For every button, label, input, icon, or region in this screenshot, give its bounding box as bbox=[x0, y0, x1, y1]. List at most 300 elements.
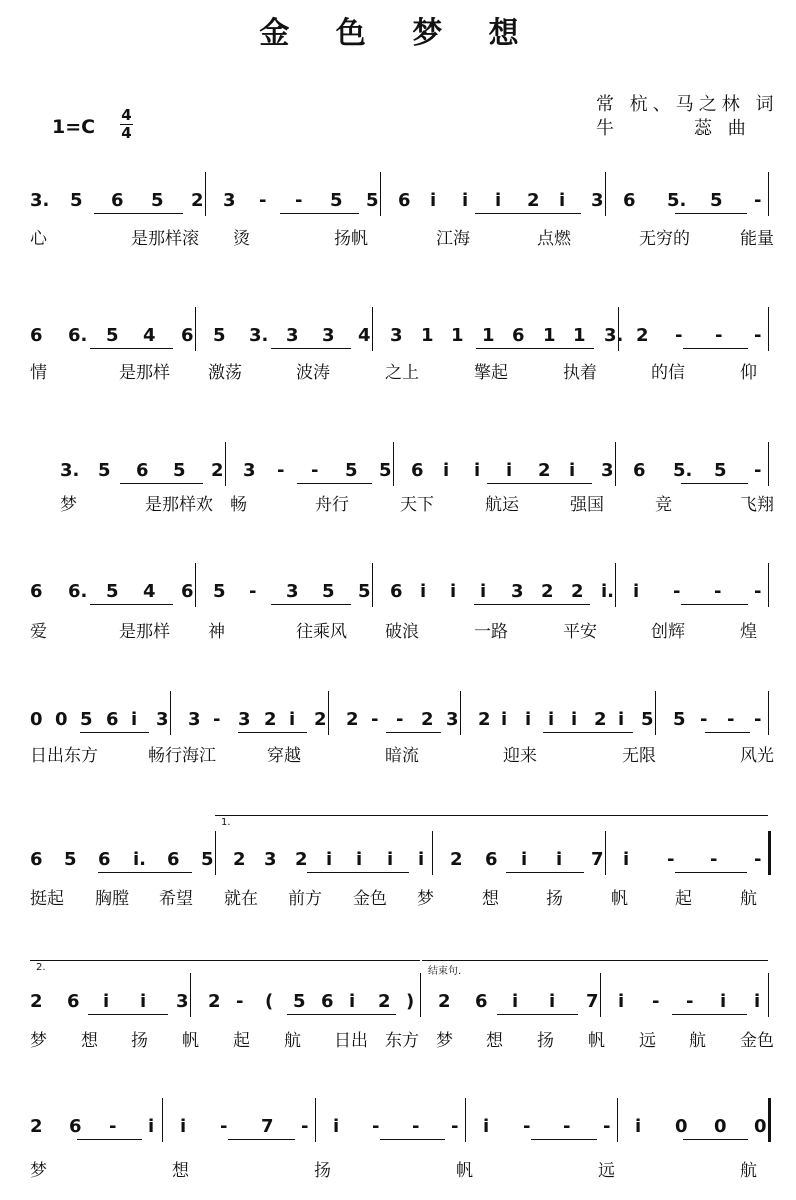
note: - bbox=[686, 991, 694, 1012]
note: ) bbox=[406, 991, 415, 1012]
beam-underline bbox=[90, 604, 173, 605]
music-line-2 bbox=[0, 321, 796, 351]
lyric-word: 之上 bbox=[385, 363, 419, 383]
note: i bbox=[430, 190, 437, 211]
barline bbox=[768, 831, 771, 875]
note: - bbox=[249, 581, 257, 602]
lyric-word: 竞 bbox=[655, 495, 672, 515]
lyric-word: 梦 bbox=[436, 1031, 453, 1051]
note: 6 bbox=[411, 460, 424, 481]
note: 7 bbox=[261, 1116, 274, 1137]
volta-first bbox=[215, 815, 768, 828]
composer-credit: 牛 蕊 曲 bbox=[596, 118, 751, 139]
ending-bracket bbox=[422, 960, 768, 977]
note: 1 bbox=[421, 325, 434, 346]
note: 6 bbox=[390, 581, 403, 602]
note: 6 bbox=[321, 991, 334, 1012]
note: i bbox=[474, 460, 481, 481]
lyric-word: 扬 bbox=[131, 1031, 148, 1051]
note: i bbox=[326, 849, 333, 870]
note: 2 bbox=[30, 1116, 43, 1137]
note: - bbox=[109, 1116, 117, 1137]
note: i bbox=[462, 190, 469, 211]
note: i. bbox=[601, 581, 615, 602]
note: i bbox=[420, 581, 427, 602]
note: i bbox=[180, 1116, 187, 1137]
barline bbox=[618, 307, 619, 351]
lyric-word: 暗流 bbox=[385, 746, 419, 766]
lyric-word: 穿越 bbox=[267, 746, 301, 766]
beam-underline bbox=[487, 483, 592, 484]
note: 5 bbox=[213, 325, 226, 346]
lyric-word: 畅 bbox=[230, 495, 247, 515]
note: i bbox=[333, 1116, 340, 1137]
note: 0 bbox=[714, 1116, 727, 1137]
note: i bbox=[501, 709, 508, 730]
barline bbox=[768, 442, 769, 486]
note: 5 bbox=[673, 709, 686, 730]
beam-underline bbox=[683, 348, 748, 349]
lyric-line-8 bbox=[0, 1156, 796, 1182]
note: 6 bbox=[181, 581, 194, 602]
note: i bbox=[506, 460, 513, 481]
note: - bbox=[277, 460, 285, 481]
note: 4 bbox=[143, 581, 156, 602]
note: - bbox=[754, 581, 762, 602]
note: i bbox=[720, 991, 727, 1012]
note: 2 bbox=[211, 460, 224, 481]
time-top: 4 bbox=[121, 106, 132, 124]
note: - bbox=[311, 460, 319, 481]
lyric-word: 想 bbox=[81, 1031, 98, 1051]
note: i bbox=[356, 849, 363, 870]
barline bbox=[215, 831, 216, 875]
note: 3 bbox=[188, 709, 201, 730]
note: - bbox=[295, 190, 303, 211]
note: i bbox=[103, 991, 110, 1012]
barline bbox=[195, 563, 196, 607]
barline bbox=[372, 563, 373, 607]
barline bbox=[315, 1098, 316, 1142]
note: 3 bbox=[176, 991, 189, 1012]
note: i bbox=[148, 1116, 155, 1137]
lyric-word: 畅行海江 bbox=[148, 746, 216, 766]
note: i bbox=[549, 991, 556, 1012]
music-line-3 bbox=[0, 456, 796, 486]
music-line-5 bbox=[0, 705, 796, 735]
note: - bbox=[301, 1116, 309, 1137]
lyric-word: 扬 bbox=[546, 889, 563, 909]
lyric-word: 梦 bbox=[30, 1031, 47, 1051]
note: i bbox=[450, 581, 457, 602]
note: 1 bbox=[543, 325, 556, 346]
note: 3 bbox=[601, 460, 614, 481]
beam-underline bbox=[80, 732, 149, 733]
lyric-word: 无穷的 bbox=[639, 229, 690, 249]
note: i bbox=[556, 849, 563, 870]
barline bbox=[768, 172, 769, 216]
note: - bbox=[371, 709, 379, 730]
note: 6 bbox=[69, 1116, 82, 1137]
barline bbox=[190, 973, 191, 1017]
note: 6 bbox=[398, 190, 411, 211]
lyric-word: 希望 bbox=[159, 889, 193, 909]
note: 6 bbox=[167, 849, 180, 870]
lyric-word: 帆 bbox=[182, 1031, 199, 1051]
note: 0 bbox=[55, 709, 68, 730]
lyric-word: 擎起 bbox=[474, 363, 508, 383]
note: i bbox=[140, 991, 147, 1012]
lyric-word: 烫 bbox=[233, 229, 250, 249]
note: - bbox=[675, 325, 683, 346]
note: 5 bbox=[213, 581, 226, 602]
note: - bbox=[603, 1116, 611, 1137]
note: 5 bbox=[710, 190, 723, 211]
note: 2 bbox=[264, 709, 277, 730]
note: i bbox=[633, 581, 640, 602]
note: 6 bbox=[67, 991, 80, 1012]
lyric-word: 风光 bbox=[740, 746, 774, 766]
lyric-word: 江海 bbox=[436, 229, 470, 249]
lyric-word: 帆 bbox=[611, 889, 628, 909]
beam-underline bbox=[98, 872, 192, 873]
beam-underline bbox=[90, 348, 173, 349]
note: 2 bbox=[527, 190, 540, 211]
beam-underline bbox=[228, 1139, 295, 1140]
lyric-line-7 bbox=[0, 1026, 796, 1052]
note: - bbox=[754, 849, 762, 870]
note: i bbox=[559, 190, 566, 211]
note: 2 bbox=[478, 709, 491, 730]
note: i bbox=[618, 709, 625, 730]
note: 5 bbox=[201, 849, 214, 870]
lyric-word: 神 bbox=[208, 622, 225, 642]
lyric-word: 挺起 bbox=[30, 889, 64, 909]
note: i bbox=[387, 849, 394, 870]
beam-underline bbox=[681, 483, 748, 484]
barline bbox=[605, 172, 606, 216]
lyric-word: 日出东方 bbox=[30, 746, 98, 766]
lyric-word: 仰 bbox=[740, 363, 757, 383]
note: i bbox=[618, 991, 625, 1012]
note: 4 bbox=[143, 325, 156, 346]
note: 2 bbox=[208, 991, 221, 1012]
barline bbox=[600, 973, 601, 1017]
beam-underline bbox=[497, 1014, 578, 1015]
barline bbox=[432, 831, 433, 875]
note: i bbox=[289, 709, 296, 730]
note: 2 bbox=[346, 709, 359, 730]
beam-underline bbox=[683, 1139, 748, 1140]
note: 5 bbox=[641, 709, 654, 730]
note: 5 bbox=[173, 460, 186, 481]
barline bbox=[205, 172, 206, 216]
note: i bbox=[480, 581, 487, 602]
note: 2 bbox=[636, 325, 649, 346]
lyric-word: 想 bbox=[486, 1031, 503, 1051]
beam-underline bbox=[475, 213, 581, 214]
note: 3. bbox=[604, 325, 624, 346]
barline bbox=[768, 307, 769, 351]
note: i. bbox=[133, 849, 147, 870]
note: 2 bbox=[191, 190, 204, 211]
note: 5 bbox=[70, 190, 83, 211]
note: 3. bbox=[30, 190, 50, 211]
note: 2 bbox=[233, 849, 246, 870]
note: - bbox=[563, 1116, 571, 1137]
note: 3 bbox=[591, 190, 604, 211]
lyricist-credit: 常 杭、马之林 词 bbox=[596, 94, 779, 115]
beam-underline bbox=[675, 213, 747, 214]
barline bbox=[380, 172, 381, 216]
lyric-word: 是那样 bbox=[119, 363, 170, 383]
music-line-8 bbox=[0, 1112, 796, 1142]
lyric-word: 一路 bbox=[474, 622, 508, 642]
beam-underline bbox=[77, 1139, 142, 1140]
barline bbox=[162, 1098, 163, 1142]
music-line-7 bbox=[0, 987, 796, 1017]
beam-underline bbox=[681, 604, 748, 605]
lyric-line-1 bbox=[0, 224, 796, 250]
beam-underline bbox=[271, 604, 351, 605]
lyric-word: 创辉 bbox=[651, 622, 685, 642]
lyric-word: 扬帆 bbox=[334, 229, 368, 249]
note: 7 bbox=[591, 849, 604, 870]
lyric-word: 激荡 bbox=[208, 363, 242, 383]
note: - bbox=[754, 190, 762, 211]
note: 6 bbox=[30, 849, 43, 870]
lyric-word: 情 bbox=[30, 363, 47, 383]
volta-second-label: 2. bbox=[36, 962, 46, 973]
barline bbox=[393, 442, 394, 486]
note: 5 bbox=[322, 581, 335, 602]
note: 5. bbox=[673, 460, 693, 481]
beam-underline bbox=[386, 732, 441, 733]
time-bottom: 4 bbox=[121, 124, 132, 142]
note: i bbox=[495, 190, 502, 211]
beam-underline bbox=[380, 1139, 445, 1140]
volta-first-label: 1. bbox=[221, 817, 231, 828]
barline bbox=[372, 307, 373, 351]
note: - bbox=[727, 709, 735, 730]
note: 5 bbox=[358, 581, 371, 602]
note: 2 bbox=[438, 991, 451, 1012]
lyric-word: 执着 bbox=[563, 363, 597, 383]
note: - bbox=[259, 190, 267, 211]
beam-underline bbox=[543, 732, 633, 733]
note: 1 bbox=[451, 325, 464, 346]
note: - bbox=[220, 1116, 228, 1137]
note: 6 bbox=[181, 325, 194, 346]
lyric-word: 起 bbox=[233, 1031, 250, 1051]
beam-underline bbox=[297, 483, 372, 484]
note: 5 bbox=[106, 325, 119, 346]
note: 6 bbox=[512, 325, 525, 346]
lyric-word: 航 bbox=[740, 889, 757, 909]
note: i bbox=[569, 460, 576, 481]
note: 7 bbox=[586, 991, 599, 1012]
note: i bbox=[623, 849, 630, 870]
note: - bbox=[667, 849, 675, 870]
note: - bbox=[213, 709, 221, 730]
note: 5 bbox=[366, 190, 379, 211]
lyric-word: 迎来 bbox=[503, 746, 537, 766]
lyric-word: 扬 bbox=[314, 1161, 331, 1181]
music-line-1 bbox=[0, 186, 796, 216]
note: ( bbox=[265, 991, 274, 1012]
note: - bbox=[412, 1116, 420, 1137]
beam-underline bbox=[675, 872, 747, 873]
lyric-word: 梦 bbox=[60, 495, 77, 515]
note: 3 bbox=[264, 849, 277, 870]
note: 0 bbox=[675, 1116, 688, 1137]
note: 5 bbox=[151, 190, 164, 211]
lyric-word: 波涛 bbox=[296, 363, 330, 383]
lyric-word: 心 bbox=[30, 229, 47, 249]
lyric-word: 煌 bbox=[740, 622, 757, 642]
note: 3 bbox=[223, 190, 236, 211]
barline bbox=[195, 307, 196, 351]
beam-underline bbox=[120, 483, 203, 484]
note: i bbox=[754, 991, 761, 1012]
note: 2 bbox=[541, 581, 554, 602]
note: 5 bbox=[64, 849, 77, 870]
barline bbox=[328, 691, 329, 735]
lyric-word: 想 bbox=[172, 1161, 189, 1181]
note: 5 bbox=[98, 460, 111, 481]
lyric-word: 往乘风 bbox=[296, 622, 347, 642]
note: 2 bbox=[378, 991, 391, 1012]
note: 3 bbox=[390, 325, 403, 346]
lyric-line-6 bbox=[0, 884, 796, 910]
note: 6 bbox=[633, 460, 646, 481]
note: - bbox=[700, 709, 708, 730]
barline bbox=[465, 1098, 466, 1142]
beam-underline bbox=[474, 604, 590, 605]
note: - bbox=[710, 849, 718, 870]
note: i bbox=[418, 849, 425, 870]
beam-underline bbox=[476, 348, 594, 349]
note: 5 bbox=[714, 460, 727, 481]
barline bbox=[460, 691, 461, 735]
beam-underline bbox=[271, 348, 351, 349]
lyric-word: 平安 bbox=[563, 622, 597, 642]
note: 5 bbox=[293, 991, 306, 1012]
note: 5 bbox=[330, 190, 343, 211]
note: - bbox=[451, 1116, 459, 1137]
barline bbox=[420, 973, 421, 1017]
lyric-word: 飞翔 bbox=[740, 495, 774, 515]
note: 2 bbox=[450, 849, 463, 870]
note: 5 bbox=[106, 581, 119, 602]
lyric-word: 想 bbox=[482, 889, 499, 909]
barline bbox=[655, 691, 656, 735]
lyric-word: 爱 bbox=[30, 622, 47, 642]
lyric-word: 起 bbox=[675, 889, 692, 909]
note: 2 bbox=[30, 991, 43, 1012]
lyric-word: 点燃 bbox=[537, 229, 571, 249]
lyric-word: 是那样欢 bbox=[145, 495, 213, 515]
beam-underline bbox=[280, 213, 359, 214]
barline bbox=[615, 442, 616, 486]
note: 5. bbox=[667, 190, 687, 211]
lyric-word: 航运 bbox=[485, 495, 519, 515]
lyric-word: 金色 bbox=[353, 889, 387, 909]
note: 6 bbox=[136, 460, 149, 481]
note: i bbox=[635, 1116, 642, 1137]
lyric-word: 航 bbox=[740, 1161, 757, 1181]
barline bbox=[768, 973, 769, 1017]
beam-underline bbox=[531, 1139, 597, 1140]
beam-underline bbox=[307, 872, 409, 873]
note: - bbox=[715, 325, 723, 346]
note: 6 bbox=[98, 849, 111, 870]
note: - bbox=[754, 325, 762, 346]
lyric-word: 金色 bbox=[740, 1031, 774, 1051]
beam-underline bbox=[238, 732, 307, 733]
note: 2 bbox=[538, 460, 551, 481]
note: - bbox=[236, 991, 244, 1012]
note: i bbox=[512, 991, 519, 1012]
barline bbox=[605, 831, 606, 875]
lyric-word: 能量 bbox=[740, 229, 774, 249]
lyric-word: 破浪 bbox=[385, 622, 419, 642]
note: 3 bbox=[322, 325, 335, 346]
note: 5 bbox=[80, 709, 93, 730]
lyric-word: 就在 bbox=[224, 889, 258, 909]
beam-underline bbox=[94, 213, 183, 214]
lyric-word: 胸膛 bbox=[95, 889, 129, 909]
note: 3 bbox=[156, 709, 169, 730]
note: 3 bbox=[243, 460, 256, 481]
note: 3 bbox=[286, 325, 299, 346]
beam-underline bbox=[705, 732, 750, 733]
note: 4 bbox=[358, 325, 371, 346]
note: 6 bbox=[475, 991, 488, 1012]
note: 2 bbox=[314, 709, 327, 730]
note: 3 bbox=[238, 709, 251, 730]
lyric-word: 航 bbox=[689, 1031, 706, 1051]
lyric-line-5 bbox=[0, 741, 796, 767]
barline bbox=[768, 691, 769, 735]
note: 3. bbox=[249, 325, 269, 346]
lyric-word: 远 bbox=[598, 1161, 615, 1181]
lyric-word: 远 bbox=[639, 1031, 656, 1051]
note: i bbox=[443, 460, 450, 481]
song-title: 金 色 梦 想 bbox=[259, 16, 537, 51]
note: 0 bbox=[754, 1116, 767, 1137]
note: i bbox=[521, 849, 528, 870]
lyric-word: 是那样 bbox=[119, 622, 170, 642]
barline bbox=[615, 563, 616, 607]
key-signature: 1=C bbox=[52, 116, 96, 138]
note: 6 bbox=[111, 190, 124, 211]
note: 6 bbox=[623, 190, 636, 211]
lyric-word: 天下 bbox=[400, 495, 434, 515]
beam-underline bbox=[672, 1014, 747, 1015]
time-signature bbox=[120, 107, 133, 142]
beam-underline bbox=[506, 872, 584, 873]
lyric-word: 的信 bbox=[651, 363, 685, 383]
note: - bbox=[652, 991, 660, 1012]
note: 3 bbox=[446, 709, 459, 730]
ending-bracket-label: 结束句. bbox=[428, 966, 462, 977]
lyric-word: 东方 bbox=[385, 1031, 419, 1051]
lyric-word: 帆 bbox=[588, 1031, 605, 1051]
note: 6 bbox=[485, 849, 498, 870]
note: 3 bbox=[511, 581, 524, 602]
lyric-word: 扬 bbox=[537, 1031, 554, 1051]
